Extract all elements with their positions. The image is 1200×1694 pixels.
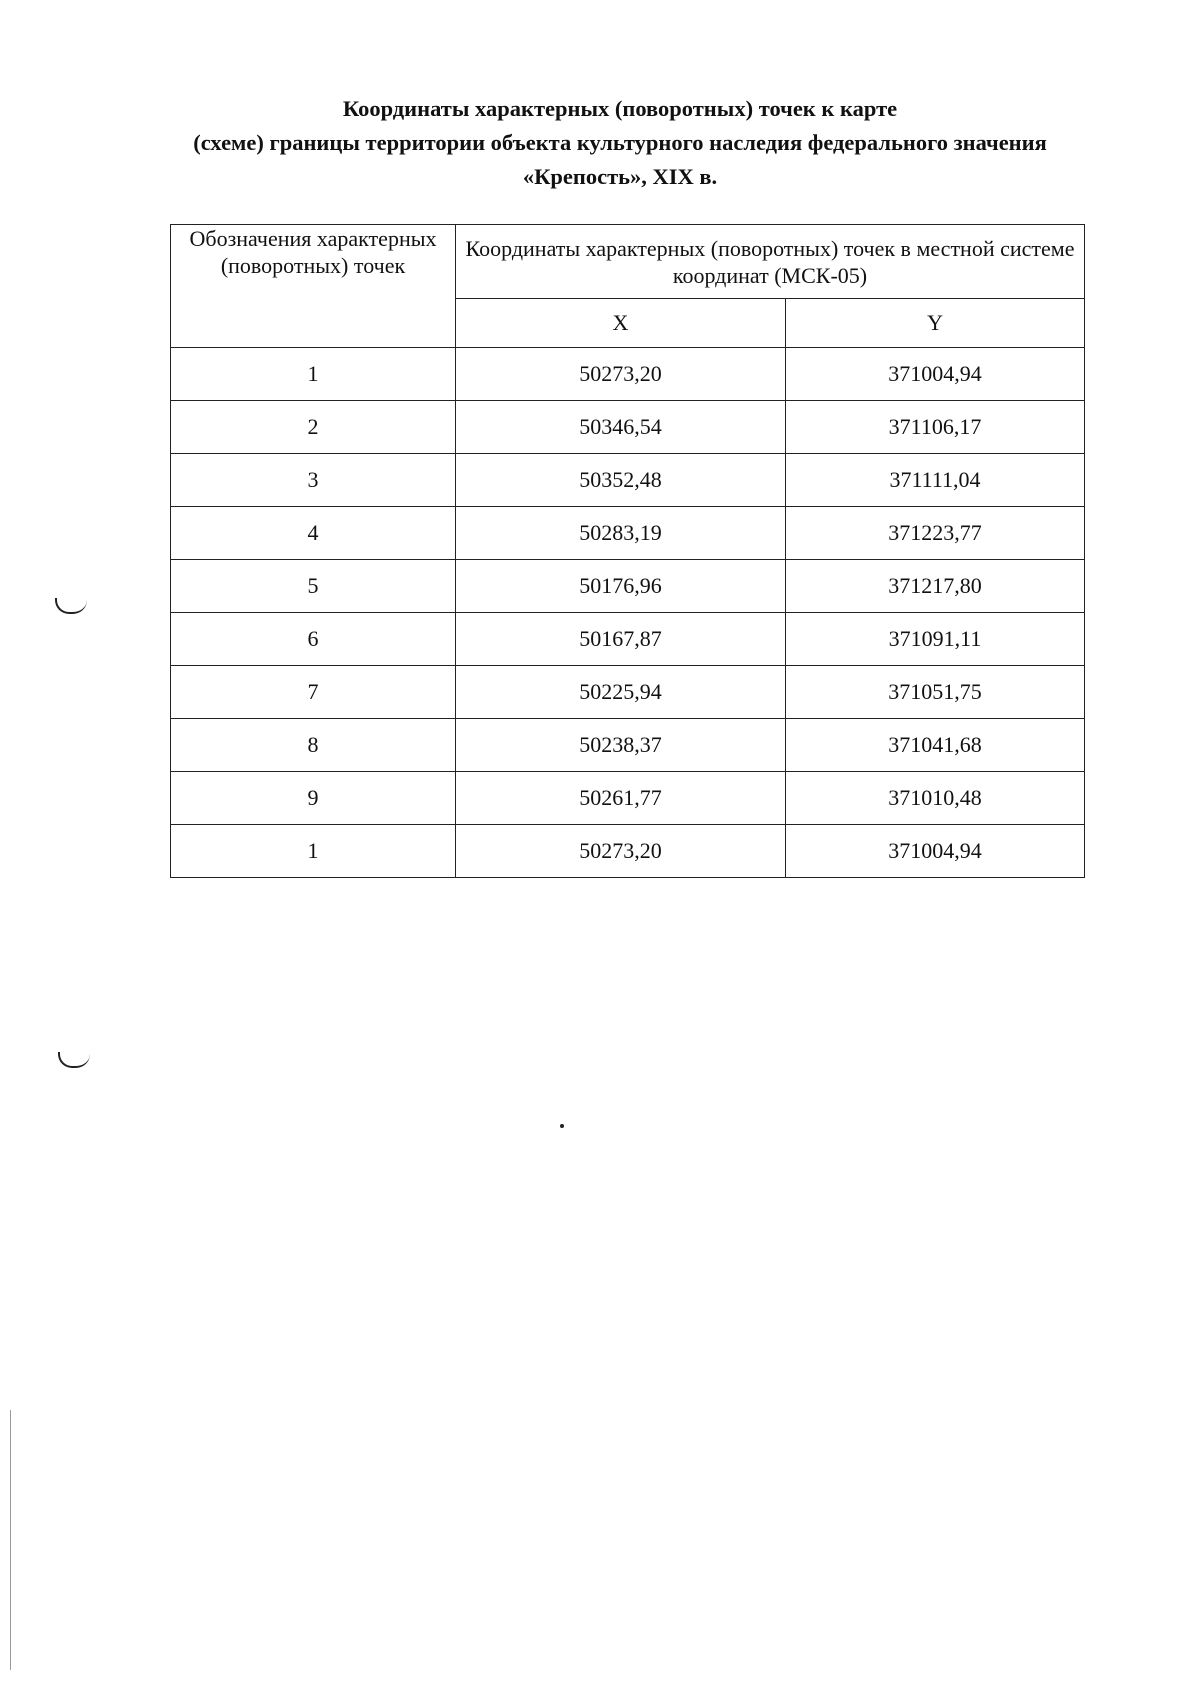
point-number: 8 [171, 719, 456, 772]
x-coordinate: 50238,37 [456, 719, 786, 772]
x-coordinate: 50167,87 [456, 613, 786, 666]
document-title [160, 92, 1080, 194]
table-row [171, 666, 1085, 719]
scan-mark [55, 598, 87, 614]
x-coordinate: 50273,20 [456, 348, 786, 401]
x-coordinate: 50225,94 [456, 666, 786, 719]
point-number: 9 [171, 772, 456, 825]
y-coordinate: 371041,68 [786, 719, 1085, 772]
coordinates-table [170, 224, 1085, 878]
table-row [171, 560, 1085, 613]
table-row [171, 719, 1085, 772]
y-coordinate: 371223,77 [786, 507, 1085, 560]
x-coordinate: 50176,96 [456, 560, 786, 613]
table-row [171, 401, 1085, 454]
point-number: 7 [171, 666, 456, 719]
title-line-2: (схеме) границы территории объекта культурного наследия федерального значения [193, 130, 1047, 155]
point-number: 1 [171, 348, 456, 401]
scan-margin-line [10, 1410, 11, 1670]
point-number: 2 [171, 401, 456, 454]
title-line-3: «Крепость», XIX в. [522, 164, 718, 189]
table-row [171, 772, 1085, 825]
point-number: 6 [171, 613, 456, 666]
y-coordinate: 371004,94 [786, 348, 1085, 401]
header-y: Y [786, 299, 1085, 348]
scan-dot [560, 1124, 564, 1128]
header-x: X [456, 299, 786, 348]
point-number: 1 [171, 825, 456, 878]
x-coordinate: 50273,20 [456, 825, 786, 878]
y-coordinate: 371106,17 [786, 401, 1085, 454]
point-number: 5 [171, 560, 456, 613]
scan-mark [58, 1052, 90, 1068]
y-coordinate: 371091,11 [786, 613, 1085, 666]
point-number: 4 [171, 507, 456, 560]
point-number: 3 [171, 454, 456, 507]
header-coordinates: Координаты характерных (поворотных) точек в местной системе координат (МСК-05) [456, 225, 1085, 299]
table-row [171, 613, 1085, 666]
x-coordinate: 50261,77 [456, 772, 786, 825]
header-designation: Обозначения характерных (поворотных) точек [171, 225, 456, 348]
y-coordinate: 371051,75 [786, 666, 1085, 719]
table-row [171, 348, 1085, 401]
x-coordinate: 50283,19 [456, 507, 786, 560]
y-coordinate: 371010,48 [786, 772, 1085, 825]
table-row [171, 825, 1085, 878]
table-row [171, 507, 1085, 560]
y-coordinate: 371004,94 [786, 825, 1085, 878]
y-coordinate: 371111,04 [786, 454, 1085, 507]
y-coordinate: 371217,80 [786, 560, 1085, 613]
title-line-1: Координаты характерных (поворотных) точек к карте [342, 96, 898, 121]
x-coordinate: 50346,54 [456, 401, 786, 454]
x-coordinate: 50352,48 [456, 454, 786, 507]
table-row [171, 454, 1085, 507]
